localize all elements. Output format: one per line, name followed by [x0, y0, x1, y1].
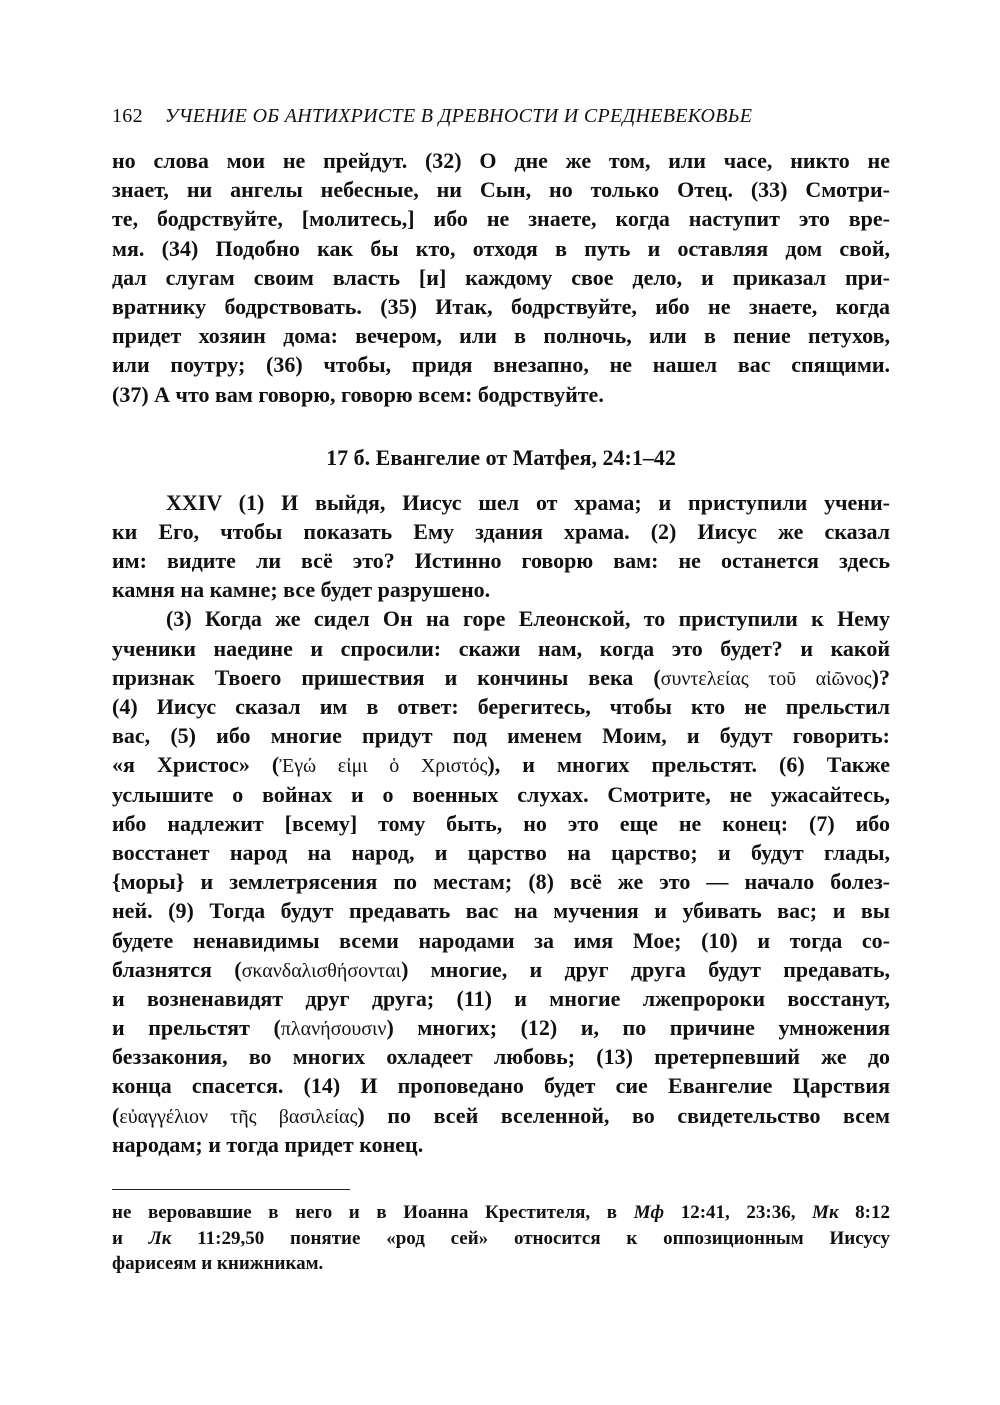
- text-segment: ) по всей вселенной, во свидетельство всем: [357, 1102, 890, 1128]
- text-line: но слова мои не прейдут. (32) О дне же том, или часе, никто не: [112, 148, 890, 173]
- text-segment: 8:12: [838, 1202, 891, 1223]
- text-line: дал слугам своим власть [и] каждому свое дело, и приказал при-: [112, 264, 890, 290]
- text-line: [112, 750, 890, 779]
- text-line: мя. (34) Подобно как бы кто, отходя в путь и оставляя дом свой,: [112, 235, 890, 261]
- text-line: народам; и тогда придет конец.: [112, 1131, 424, 1157]
- text-line: (37) А что вам говорю, говорю всем: бодрствуйте.: [112, 381, 604, 407]
- text-line: [112, 1101, 890, 1130]
- text-line: {моры} и землетрясения по местам; (8) всё же это — начало болез-: [112, 869, 890, 895]
- text-line: [112, 955, 890, 984]
- footnote-line: фарисеям и книжникам.: [112, 1253, 324, 1275]
- text-segment: )?: [871, 664, 890, 690]
- text-segment: и прельстят (: [112, 1015, 281, 1041]
- page-number: 162: [112, 105, 143, 127]
- greek-term: πλανήσουσιν: [280, 1018, 387, 1041]
- text-segment: и: [112, 1227, 149, 1249]
- text-line: ней. (9) Тогда будут предавать вас на мучения и убивать вас; и вы: [112, 898, 890, 924]
- mark-text-block: [112, 146, 890, 409]
- footnote-rule: [112, 1189, 350, 1190]
- text-segment: «я Христос» (: [112, 752, 280, 778]
- text-line: или поутру; (36) чтобы, придя внезапно, не нашел вас спящими.: [112, 352, 890, 378]
- paragraph-1: [112, 488, 890, 605]
- book-abbrev: Мф: [633, 1202, 665, 1223]
- greek-term: συντελείας τοῦ αἰῶνος: [660, 667, 872, 690]
- text-line: и возненавидят друг друга; (11) и многие лжепророки восстанут,: [112, 985, 890, 1011]
- greek-term: Ἐγώ εἰμι ὁ Χριστός: [279, 755, 488, 778]
- text-line: знает, ни ангелы небесные, ни Сын, но только Отец. (33) Смотри-: [112, 177, 890, 203]
- text-line: беззакония, во многих охладеет любовь; (13) претерпевший же до: [112, 1044, 890, 1070]
- text-segment: ) многие, и друг друга будут предавать,: [401, 956, 890, 982]
- text-segment: (: [112, 1102, 120, 1128]
- text-line: ки Его, чтобы показать Ему здания храма. (2) Иисус же сказал: [112, 518, 890, 544]
- greek-term: σκανδαλισθήσονται: [241, 959, 402, 982]
- text-segment: ), и многих прельстят. (6) Также: [487, 752, 891, 778]
- book-abbrev: Лк: [148, 1227, 172, 1249]
- text-line: ибо надлежит [всему] тому быть, но это еще не конец: (7) ибо: [112, 810, 890, 836]
- text-line: [112, 663, 890, 692]
- text-line: вас, (5) ибо многие придут под именем Моим, и будут говорить:: [112, 723, 890, 749]
- text-line: (4) Иисус сказал им в ответ: берегитесь, чтобы кто не прельстил: [112, 694, 890, 719]
- text-line: XXIV (1) И выйдя, Иисус шел от храма; и приступили учени-: [166, 489, 890, 515]
- text-line: ученики наедине и спросили: скажи нам, когда это будет? и какой: [112, 635, 890, 661]
- paragraph-2: [112, 604, 890, 1159]
- book-abbrev: Мк: [812, 1202, 839, 1223]
- book-page: [112, 102, 890, 1277]
- text-line: камня на камне; все будет разрушено.: [112, 577, 491, 603]
- text-line: конца спасется. (14) И проповедано будет сие Евангелие Царствия: [112, 1073, 890, 1099]
- greek-term: εὐαγγέλιον τῆς βασιλείας: [119, 1105, 358, 1128]
- text-segment: ) многих; (12) и, по причине умножения: [386, 1015, 890, 1041]
- footnote-line: [112, 1200, 890, 1226]
- text-segment: не веровавшие в него и в Иоанна Крестителя, в: [112, 1202, 634, 1223]
- text-line: восстанет народ на народ, и царство на царство; и будут глады,: [112, 839, 890, 865]
- text-line: (3) Когда же сидел Он на горе Елеонской, то приступили к Нему: [166, 606, 890, 632]
- footnote-line: [112, 1226, 890, 1252]
- text-line: [112, 1013, 890, 1042]
- text-segment: 12:41, 23:36,: [664, 1202, 813, 1223]
- text-line: услышите о войнах и о военных слухах. Смотрите, не ужасайтесь,: [112, 781, 890, 807]
- running-header: [112, 102, 890, 130]
- text-segment: 11:29,50 понятие «род сей» относится к оппозиционным Иисусу: [171, 1227, 891, 1249]
- text-segment: признак Твоего пришествия и кончины века (: [112, 664, 661, 690]
- text-line: будете ненавидимы всеми народами за имя Мое; (10) и тогда со-: [112, 927, 890, 953]
- running-title: УЧЕНИЕ ОБ АНТИХРИСТЕ В ДРЕВНОСТИ И СРЕДНЕВЕКОВЬЕ: [164, 105, 753, 127]
- text-line: им: видите ли всё это? Истинно говорю вам: не останется здесь: [112, 548, 890, 574]
- text-line: вратнику бодрствовать. (35) Итак, бодрствуйте, ибо не знаете, когда: [112, 293, 890, 319]
- text-line: придет хозяин дома: вечером, или в полночь, или в пение петухов,: [112, 323, 890, 349]
- section-heading: 17 б. Евангелие от Матфея, 24:1–42: [326, 444, 676, 470]
- footnote: [112, 1200, 890, 1277]
- text-line: те, бодрствуйте, [молитесь,] ибо не знаете, когда наступит это вре-: [112, 206, 890, 232]
- text-segment: блазнятся (: [112, 956, 242, 982]
